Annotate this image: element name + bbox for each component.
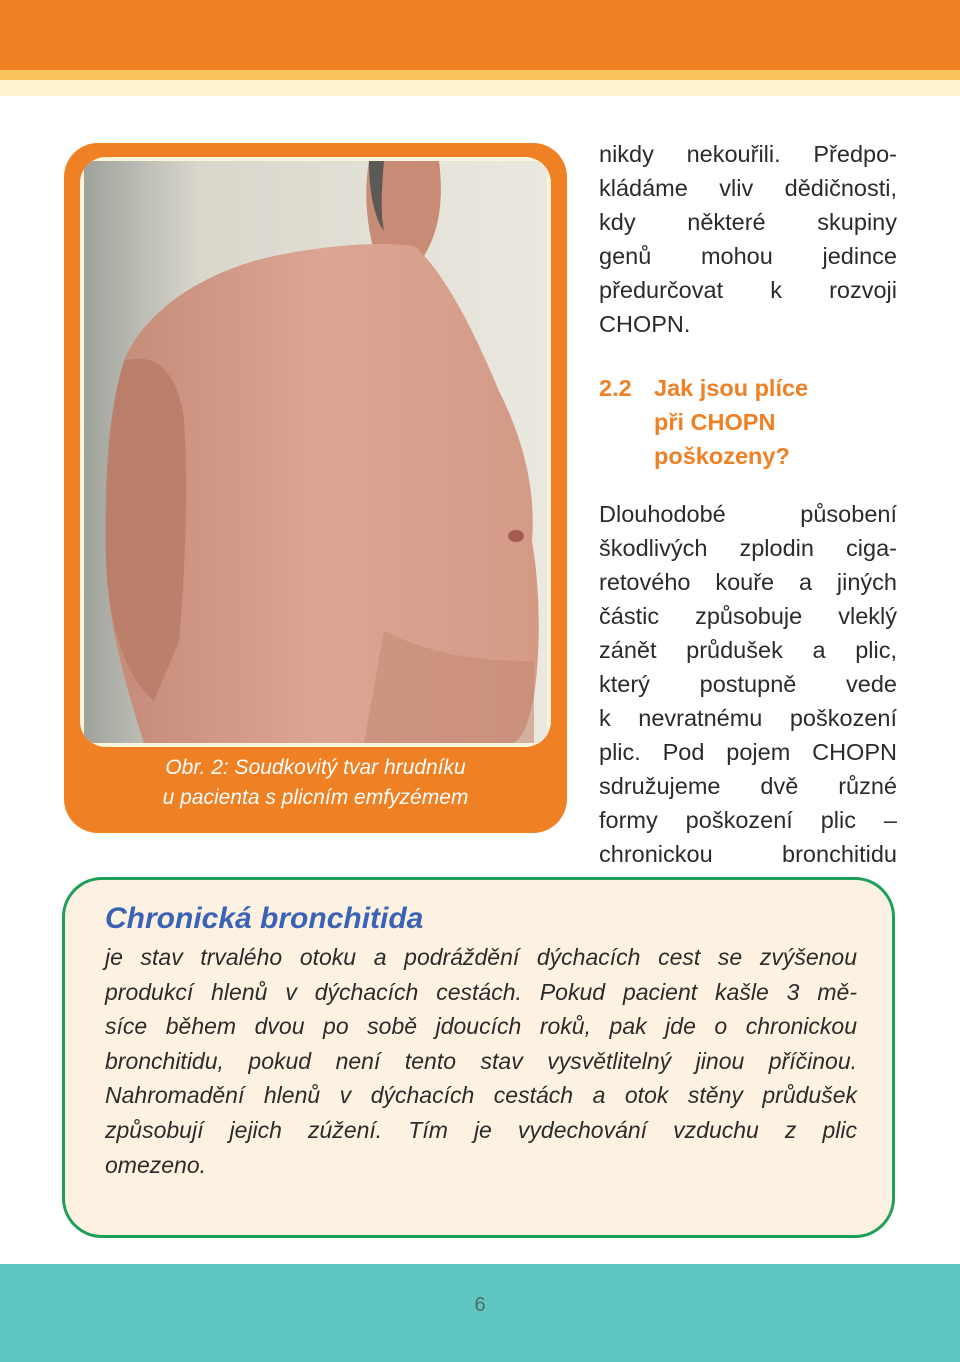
definition-line: způsobují jejich zúžení. Tím je vydechování vzduchu z plic — [105, 1116, 857, 1143]
heading-line: Jak jsou plíce — [654, 375, 809, 401]
intro-line: nikdy nekouřili. Předpo- — [599, 141, 897, 167]
figure-photo-frame — [80, 157, 551, 747]
definition-line: omezeno. — [105, 1151, 207, 1178]
header-band — [0, 0, 960, 70]
body-line: chronickou bronchitidu — [599, 841, 897, 867]
definition-line: síce během dvou po sobě jdoucích roků, pak jde o chronickou — [105, 1013, 857, 1040]
definition-title: Chronická bronchitida — [105, 902, 424, 935]
body-line: zánět průdušek a plic, — [599, 637, 897, 663]
text-column — [599, 137, 897, 871]
patient-photo — [84, 161, 547, 743]
intro-paragraph — [599, 137, 897, 341]
header-stripe — [0, 70, 960, 80]
intro-line: CHOPN. — [599, 311, 691, 337]
caption-line: u pacienta s plicním emfyzémem — [162, 786, 469, 809]
body-line: plic. Pod pojem CHOPN — [599, 739, 897, 765]
definition-line: bronchitidu, pokud není tento stav vysvětlitelný jinou příčinou. — [105, 1047, 857, 1074]
body-line: k nevratnému poškození — [599, 705, 897, 731]
definition-line: produkcí hlenů v dýchacích cestách. Pokud pacient kašle 3 mě- — [105, 978, 857, 1005]
heading-line: při CHOPN — [654, 409, 776, 435]
definition-line: je stav trvalého otoku a podráždění dýchacích cest se zvýšenou — [105, 944, 857, 970]
caption-line: Obr. 2: Soudkovitý tvar hrudníku — [165, 756, 466, 779]
heading-line: poškozeny? — [654, 443, 790, 469]
figure-card — [64, 143, 567, 833]
body-line: retového kouře a jiných — [599, 569, 897, 595]
body-paragraph — [599, 497, 897, 871]
intro-line: kládáme vliv dědičnosti, — [599, 175, 897, 201]
body-line: Dlouhodobé působení — [599, 501, 897, 527]
body-line: částic způsobuje vleklý — [599, 603, 897, 629]
body-line: který postupně vede — [599, 671, 897, 697]
figure-caption — [64, 753, 567, 813]
section-heading — [599, 371, 897, 473]
section-number: 2.2 — [599, 375, 632, 401]
body-line: škodlivých zplodin ciga- — [599, 535, 897, 561]
intro-line: genů mohou jedince — [599, 243, 897, 269]
definition-line: Nahromadění hlenů v dýchacích cestách a otok stěny průdušek — [105, 1082, 857, 1109]
header-stripe-light — [0, 80, 960, 96]
page-number: 6 — [474, 1294, 486, 1316]
photo-nipple — [508, 530, 524, 542]
definition-box — [62, 877, 895, 1238]
body-line: sdružujeme dvě různé — [599, 773, 897, 799]
body-line: formy poškození plic – — [599, 807, 897, 833]
intro-line: předurčovat k rozvoji — [599, 277, 897, 303]
intro-line: kdy některé skupiny — [599, 209, 897, 235]
definition-body — [105, 940, 857, 1182]
